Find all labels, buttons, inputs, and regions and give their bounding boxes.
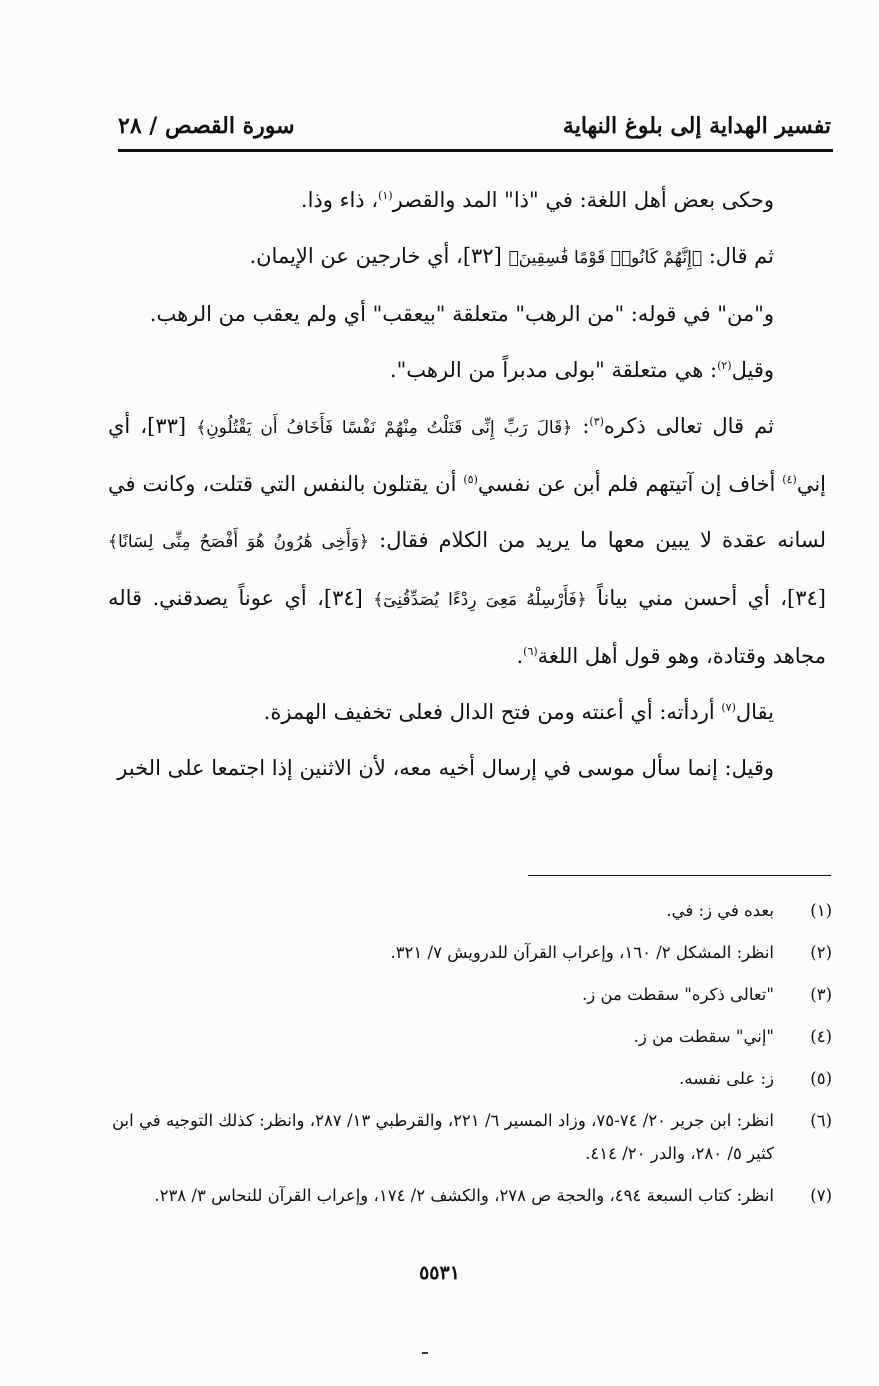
text-run: و"من" في قوله: "من الرهب" متعلقة "بيعقب" أي ولم يعقب من الرهب. bbox=[149, 302, 774, 326]
footnote bbox=[112, 978, 834, 1011]
running-header bbox=[118, 106, 831, 146]
page-number: ٥٥٣١ bbox=[419, 1262, 460, 1284]
text-run: . bbox=[516, 644, 524, 668]
footnote-marker: (٦) bbox=[523, 645, 538, 658]
footnote-number: (٧) bbox=[810, 1186, 832, 1205]
paragraph bbox=[108, 398, 826, 684]
main-text bbox=[108, 172, 826, 796]
footnote-number: (٥) bbox=[810, 1069, 832, 1088]
footnote-marker: (٤) bbox=[782, 473, 797, 486]
footnote-separator bbox=[528, 875, 831, 876]
footnote-number: (٣) bbox=[810, 985, 832, 1004]
surah-reference: سورة القصص / ٢٨ bbox=[118, 113, 295, 139]
footnote-text: انظر: ابن جرير ٢٠/ ٧٤-٧٥، وزاد المسير ٦/ ٢٢١، والقرطبي ١٣/ ٢٨٧، وانظر: كذلك التوجيه في ابن كثير ٥/ ٢٨٠، والدر ٢٠/ ٤١٤. bbox=[112, 1111, 775, 1163]
text-run: أخاف إن آتيتهم فلم أبن عن نفسي bbox=[477, 472, 783, 496]
text-run: أردأته: أي أعنته ومن فتح الدال فعلى تخفيف الهمزة. bbox=[263, 700, 722, 724]
header-rule bbox=[118, 149, 833, 152]
text-run: يقال bbox=[735, 700, 774, 724]
footnote bbox=[112, 1062, 834, 1095]
footnote-text: ز: على نفسه. bbox=[679, 1069, 774, 1088]
paragraph bbox=[108, 286, 826, 342]
paragraph bbox=[108, 684, 826, 740]
footnote-number: (١) bbox=[810, 901, 832, 920]
text-run: : bbox=[572, 414, 590, 438]
text-run: [٣٣]، أي إني bbox=[108, 414, 826, 496]
footnote-marker: (٢) bbox=[717, 359, 732, 372]
text-run: : هي متعلقة "بولى مدبراً من الرهب". bbox=[389, 358, 718, 382]
footnote-marker: (٧) bbox=[721, 701, 736, 714]
footnote bbox=[112, 1179, 834, 1212]
quran-verse: ﴿قَالَ رَبِّ إِنِّى قَتَلْتُ مِنْهُمْ نَفْسًا فَأَخَافُ أَن يَقْتُلُونِ﴾ bbox=[196, 418, 573, 438]
footnote-text: "تعالى ذكره" سقطت من ز. bbox=[582, 985, 774, 1004]
paragraph bbox=[108, 740, 826, 796]
footnote-number: (٤) bbox=[810, 1027, 832, 1046]
text-run: وحكى بعض أهل اللغة: في "ذا" المد والقصر bbox=[392, 188, 774, 212]
footnote bbox=[112, 936, 834, 969]
footnote-text: انظر: المشكل ٢/ ١٦٠، وإعراب القرآن للدرويش ٧/ ٣٢١. bbox=[390, 943, 774, 962]
footnote-number: (٦) bbox=[810, 1111, 832, 1130]
footnote-marker: (٥) bbox=[463, 473, 478, 486]
paragraph bbox=[108, 228, 826, 286]
scan-speck bbox=[422, 1352, 428, 1354]
text-run: وقيل bbox=[731, 358, 774, 382]
footnotes bbox=[112, 894, 834, 1221]
text-run: وقيل: إنما سأل موسى في إرسال أخيه معه، لأن الاثنين إذا اجتمعا على الخبر bbox=[117, 756, 774, 780]
footnote-text: بعده في ز: في. bbox=[666, 901, 774, 920]
footnote-text: انظر: كتاب السبعة ٤٩٤، والحجة ص ٢٧٨، والكشف ٢/ ١٧٤، وإعراب القرآن للنحاس ٣/ ٢٣٨. bbox=[154, 1186, 774, 1205]
book-title: تفسير الهداية إلى بلوغ النهاية bbox=[562, 113, 831, 139]
paragraph bbox=[108, 342, 826, 398]
footnote-marker: (١) bbox=[378, 189, 393, 202]
text-run: ، ذاء وذا. bbox=[300, 188, 379, 212]
footnote bbox=[112, 1020, 834, 1053]
footnote-text: "إني" سقطت من ز. bbox=[633, 1027, 774, 1046]
footnote-number: (٢) bbox=[810, 943, 832, 962]
text-run: [٣٤]، أي أحسن مني بياناً bbox=[586, 586, 826, 610]
paragraph bbox=[108, 172, 826, 228]
text-run: ثم قال: bbox=[702, 244, 774, 268]
footnote bbox=[112, 1104, 834, 1170]
text-run: [٣٤]، أي عوناً يصدقني. قاله مجاهد وقتادة، وهو قول أهل اللغة bbox=[108, 586, 826, 668]
text-run: أن يقتلون بالنفس التي قتلت، وكانت في لسانه عقدة لا يبين معها ما يريد من الكلام فقال: bbox=[108, 472, 826, 552]
text-run: ثم قال تعالى ذكره bbox=[603, 414, 774, 438]
text-run: [٣٢]، أي خارجين عن الإيمان. bbox=[249, 244, 509, 268]
quran-verse: ﴿وَأَخِى هَٰرُونُ هُوَ أَفْصَحُ مِنِّى لِسَانًا﴾ bbox=[108, 532, 370, 552]
quran-verse: ﴿إِنَّهُمْ كَانُوا۟ قَوْمًا فَٰسِقِينَ﴾ bbox=[508, 248, 703, 268]
quran-verse: ﴿فَأَرْسِلْهُ مَعِىَ رِدْءًا يُصَدِّقُنِىٓ﴾ bbox=[373, 590, 587, 610]
footnote-marker: (٣) bbox=[589, 415, 604, 428]
footnote bbox=[112, 894, 834, 927]
